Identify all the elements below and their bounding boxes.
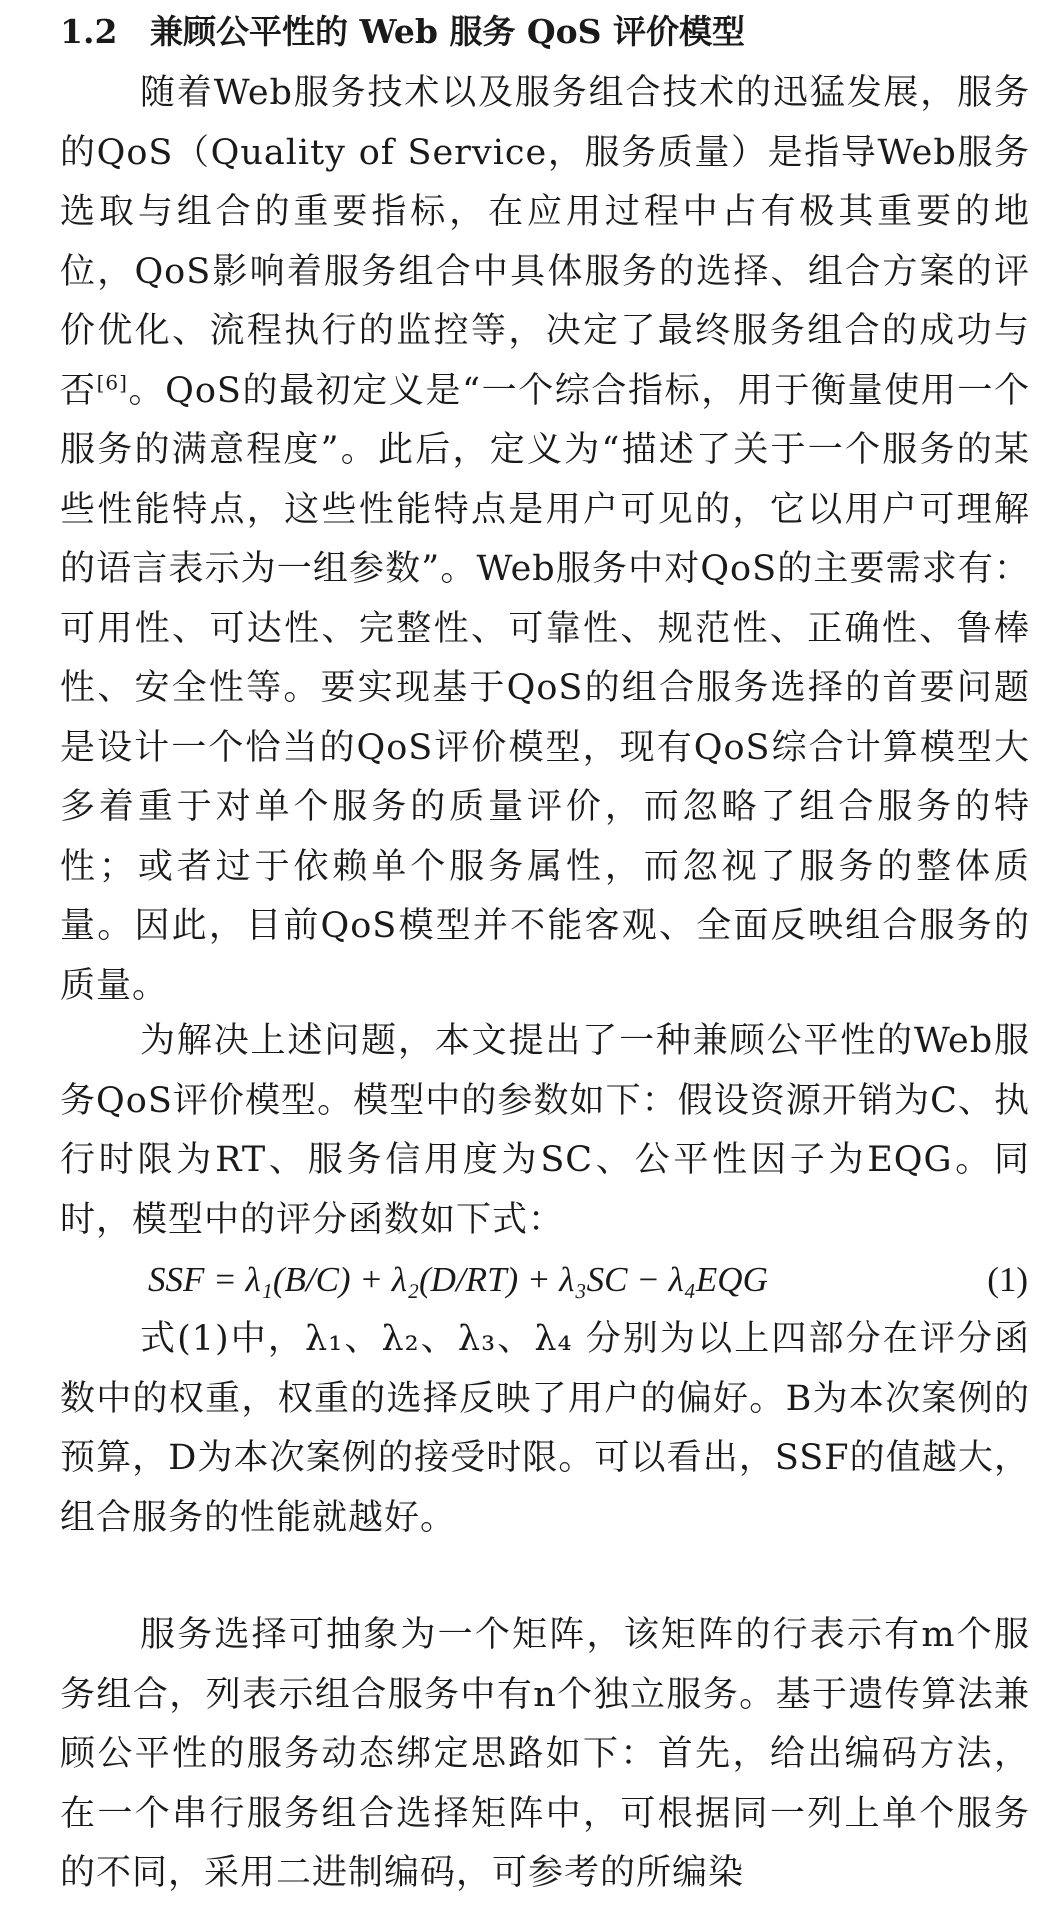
section-number: 1.2 xyxy=(60,12,118,51)
paragraph-model-intro: 为解决上述问题，本文提出了一种兼顾公平性的Web服务QoS评价模型。模型中的参数如下：假设资源开销为C、执行时限为RT、服务信用度为SC、公平性因子为EQG。同时，模型中的评分函数如下式： xyxy=(60,1021,1030,1240)
section-title: 兼顾公平性的 Web 服务 QoS 评价模型 xyxy=(150,12,745,51)
paragraph-equation-explanation: 式(1)中，λ₁、λ₂、λ₃、λ₄ 分别为以上四部分在评分函数中的权重，权重的选择反映了用户的偏好。B为本次案例的预算，D为本次案例的接受时限。可以看出，SSF的值越大，组合服务的性能就越好。 xyxy=(60,1319,1030,1538)
equation-number: (1) xyxy=(987,1260,1028,1299)
section-heading xyxy=(60,6,1000,58)
equation-expression: SSF = λ₁(B/C) + λ₂(D/RT) + λ₃SC − λ₄EQG xyxy=(148,1260,768,1299)
citation-ref: [6] xyxy=(96,369,128,394)
paragraph-qos-text-cont: 。QoS的最初定义是“一个综合指标，用于衡量使用一个服务的满意程度”。此后，定义为“描述了关于一个服务的某些性能特点，这些性能特点是用户可见的，它以用户可理解的语言表示为一组参数”。Web服务中对QoS的主要需求有：可用性、可达性、完整性、可靠性、规范性、正确性、鲁棒性、安全性等。要实现基于QoS的组合服务选择的首要问题是设计一个恰当的QoS评价模型，现有QoS综合计算模型大多着重于对单个服务的质量评价，而忽略了组合服务的特性；或者过于依赖单个服务属性，而忽视了服务的整体质量。因此，目前QoS模型并不能客观、全面反映组合服务的质量。 xyxy=(60,370,1030,1006)
paragraph-qos-text: 随着Web服务技术以及服务组合技术的迅猛发展，服务的QoS（Quality of Service，服务质量）是指导Web服务选取与组合的重要指标，在应用过程中占有极其重要的地位，QoS影响着服务组合中具体服务的选择、组合方案的评价优化、流程执行的监控等，决定了最终服务组合的成功与否 xyxy=(60,73,1030,411)
equation-ssf xyxy=(148,1250,1028,1309)
paragraph-service-selection: 服务选择可抽象为一个矩阵，该矩阵的行表示有m个服务组合，列表示组合服务中有n个独立服务。基于遗传算法兼顾公平性的服务动态绑定思路如下：首先，给出编码方法，在一个串行服务组合选择矩阵中，可根据同一列上单个服务的不同，采用二进制编码，可参考的所编染 xyxy=(60,1615,1030,1893)
paragraph-qos-background xyxy=(60,64,1030,1016)
